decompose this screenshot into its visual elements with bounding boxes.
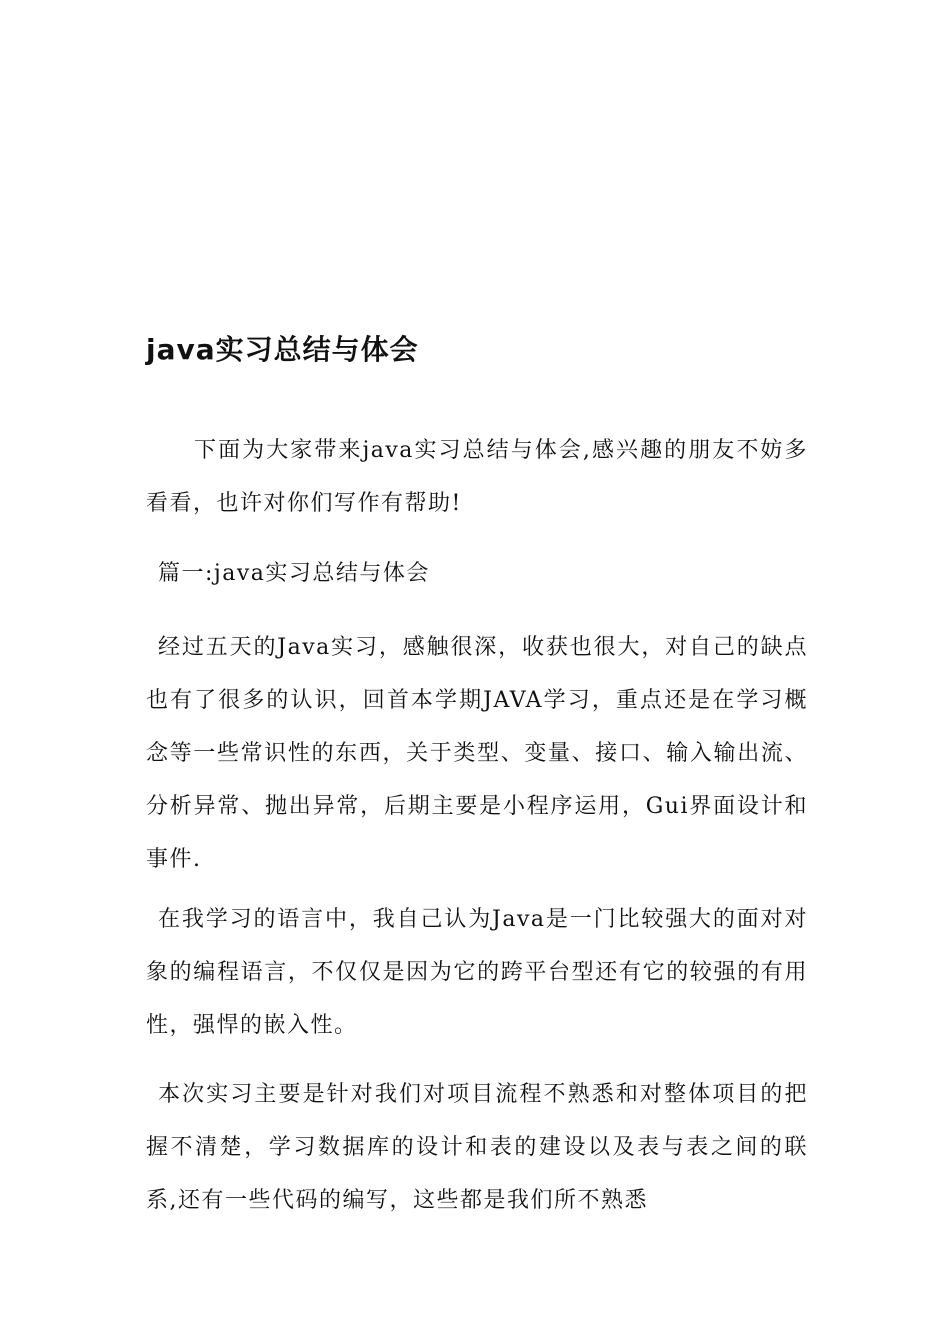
section-heading: 篇一:java实习总结与体会 xyxy=(158,561,430,586)
intro-paragraph: 下面为大家带来java实习总结与体会,感兴趣的朋友不妨多看看，也许对你们写作有帮助! xyxy=(146,438,808,516)
document-title: java实习总结与体会 xyxy=(146,333,419,366)
body-paragraph-1: 经过五天的Java实习，感触很深，收获也很大，对自己的缺点也有了很多的认识，回首本学期JAVA学习，重点还是在学习概念等一些常识性的东西，关于类型、变量、接口、输入输出流、分析异常、抛出异常，后期主要是小程序运用，Gui界面设计和事件. xyxy=(146,635,808,872)
body-paragraph-3: 本次实习主要是针对我们对项目流程不熟悉和对整体项目的把握不清楚，学习数据库的设计和表的建设以及表与表之间的联系,还有一些代码的编写，这些都是我们所不熟悉 xyxy=(146,1082,808,1213)
body-paragraph-2: 在我学习的语言中，我自己认为Java是一门比较强大的面对对象的编程语言，不仅仅是因为它的跨平台型还有它的较强的有用性，强悍的嵌入性。 xyxy=(146,907,808,1038)
